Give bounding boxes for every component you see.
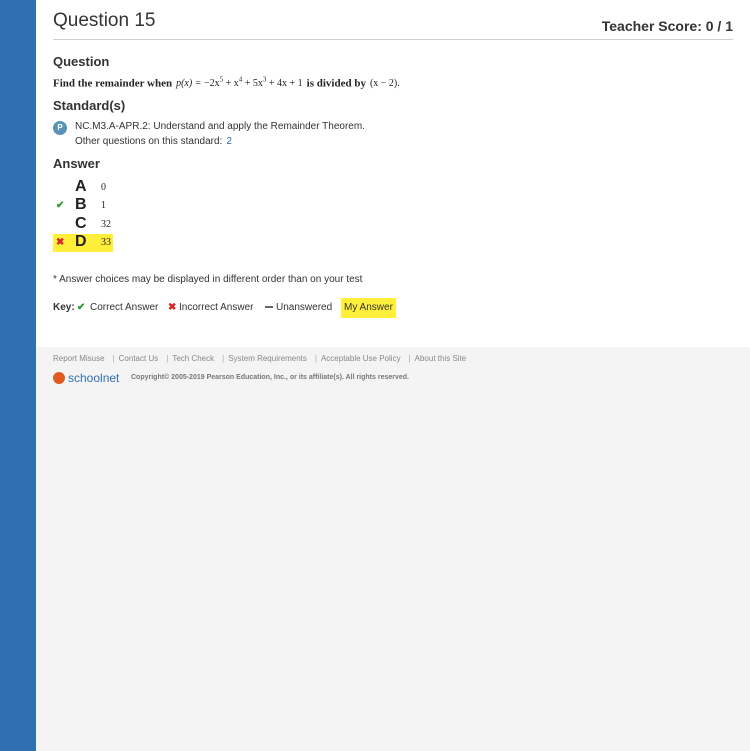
choice-value: 33 [101,237,111,248]
key-unanswered-item [265,302,332,313]
brand-name: schoolnet [68,371,120,385]
answer-heading: Answer [53,156,100,171]
page-title: Question 15 [53,10,156,31]
choice-letter: D [75,233,87,250]
other-questions-label: Other questions on this standard: [75,136,223,147]
answer-choice-c [53,216,113,234]
term-4: + 4x + 1 [268,78,303,90]
polynomial [176,78,303,89]
exp-3: 3 [262,76,267,84]
key-incorrect: Incorrect Answer [179,302,254,313]
copyright: Copyright© 2005-2019 Pearson Education, Inc., or its affiliate(s). All rights reserved. [131,374,409,381]
choice-letter: B [75,196,87,213]
teacher-score: Teacher Score: 0 / 1 [601,18,733,34]
prompt-prefix: Find the remainder when [53,77,173,90]
footer-link-report-misuse[interactable]: Report Misuse [53,354,105,363]
term-2: + x [225,78,239,90]
prompt-middle: is divided by [306,77,366,90]
question-panel [36,0,750,347]
key-correct: Correct Answer [90,302,159,313]
answer-choice-d [53,234,113,252]
check-icon: ✔ [56,200,65,211]
answer-choice-b [53,197,113,215]
question-heading: Question [53,54,110,69]
question-prompt [53,76,404,89]
choice-value: 32 [101,219,111,230]
choice-value: 1 [101,200,106,211]
footer-links [53,354,470,363]
standard-text: NC.M3.A-APR.2: Understand and apply the Remainder Theorem. [75,121,365,132]
left-sidebar [0,0,36,751]
footer-link-acceptable-use[interactable]: Acceptable Use Policy [320,354,401,363]
x-icon: ✖ [168,302,177,313]
check-icon: ✔ [77,302,86,313]
footer-link-system-requirements[interactable]: System Requirements [228,354,307,363]
term-3: + 5x [244,78,263,90]
dash-icon [265,306,273,308]
term-1: −2x [203,78,220,90]
footer-separator: | [166,354,169,363]
footer-separator: | [408,354,411,363]
choice-letter: C [75,215,87,232]
key-label: Key: [53,302,75,313]
footer-link-about[interactable]: About this Site [414,354,467,363]
function-name: p(x) = [176,78,202,90]
standard-other [75,136,232,147]
standards-heading: Standard(s) [53,98,126,113]
exp-1: 5 [219,76,224,84]
schoolnet-logo-icon [53,372,65,384]
answer-order-note: * Answer choices may be displayed in different order than on your test [53,274,363,285]
choice-value: 0 [101,182,106,193]
footer-separator: | [222,354,225,363]
footer-separator: | [112,354,115,363]
exp-2: 4 [238,76,243,84]
choice-letter: A [75,178,87,195]
question-header [53,10,733,40]
footer-link-tech-check[interactable]: Tech Check [172,354,215,363]
key-my-answer: My Answer [341,298,396,318]
footer-separator: | [314,354,317,363]
footer-link-contact-us[interactable]: Contact Us [118,354,159,363]
divisor: (x − 2). [369,78,400,90]
key-unanswered: Unanswered [276,302,333,313]
standard-badge: P [53,121,67,135]
x-icon: ✖ [56,237,65,248]
other-questions-link[interactable]: 2 [226,136,232,147]
answer-choice-a [53,179,113,197]
